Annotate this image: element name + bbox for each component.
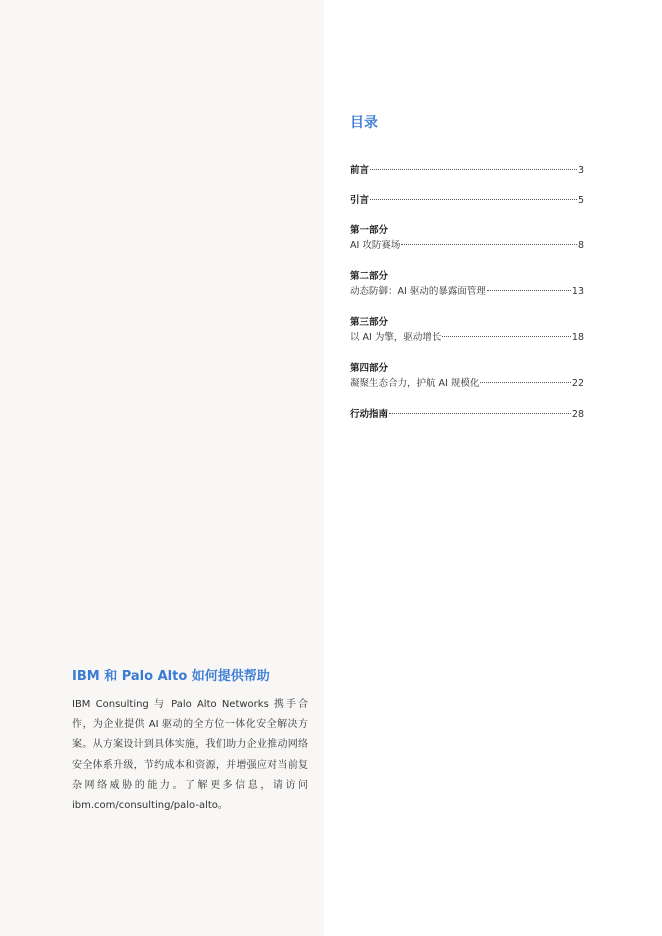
dot-leader [389,413,571,414]
toc-line [350,238,584,253]
left-panel [0,0,324,936]
dot-leader [487,290,571,291]
toc-page-number: 5 [577,195,584,206]
toc-title: 目录 [350,115,378,131]
toc-part-label: 第二部分 [350,271,389,282]
toc-line [350,376,584,391]
toc-entry-title: 以 AI 为擎，驱动增长 [350,332,442,343]
toc-entry-title: 行动指南 [350,409,389,420]
toc-entry-title: 引言 [350,195,370,206]
toc-entry-preface[interactable] [350,163,584,178]
toc-line [350,163,584,178]
toc-entry-title: 凝聚生态合力，护航 AI 规模化 [350,378,480,389]
toc-line [350,407,584,422]
toc-page-number: 22 [571,378,584,389]
toc-page-number: 13 [571,286,584,297]
toc-entry-action-guide[interactable] [350,407,584,422]
help-body: IBM Consulting 与 Palo Alto Networks 携手合作，为企业提供 AI 驱动的全方位一体化安全解决方案。从方案设计到具体实施，我们助力企业推动网络安全体系升级，节约成本和资源，并增强应对当前复杂网络威胁的能力。了解更多信息，请访问 ibm.com/consulting/palo-alto。 [72,699,308,812]
toc-page-number: 3 [577,165,584,176]
toc-line [350,330,584,345]
toc-line [350,284,584,299]
help-title: IBM 和 Palo Alto 如何提供帮助 [72,669,270,684]
toc-part-label: 第三部分 [350,317,389,328]
toc-part-label: 第一部分 [350,225,389,236]
dot-leader [480,382,571,383]
toc-entry-part-3[interactable] [350,315,584,345]
dot-leader [370,199,577,200]
toc-part-label: 第四部分 [350,363,389,374]
toc-page-number: 28 [571,409,584,420]
help-section [72,667,308,816]
dot-leader [442,336,571,337]
toc-page-number: 18 [571,332,584,343]
toc-entry-title: 前言 [350,165,370,176]
dot-leader [370,169,577,170]
toc-page-number: 8 [577,240,584,251]
toc-entry-part-2[interactable] [350,269,584,299]
toc-line [350,193,584,208]
dot-leader [401,244,577,245]
toc-entry-title: 动态防御：AI 驱动的暴露面管理 [350,286,486,297]
right-panel [324,0,662,936]
toc-entry-part-1[interactable] [350,223,584,253]
toc-entry-introduction[interactable] [350,193,584,208]
toc-entry-title: AI 攻防赛场 [350,240,401,251]
toc-entry-part-4[interactable] [350,361,584,391]
